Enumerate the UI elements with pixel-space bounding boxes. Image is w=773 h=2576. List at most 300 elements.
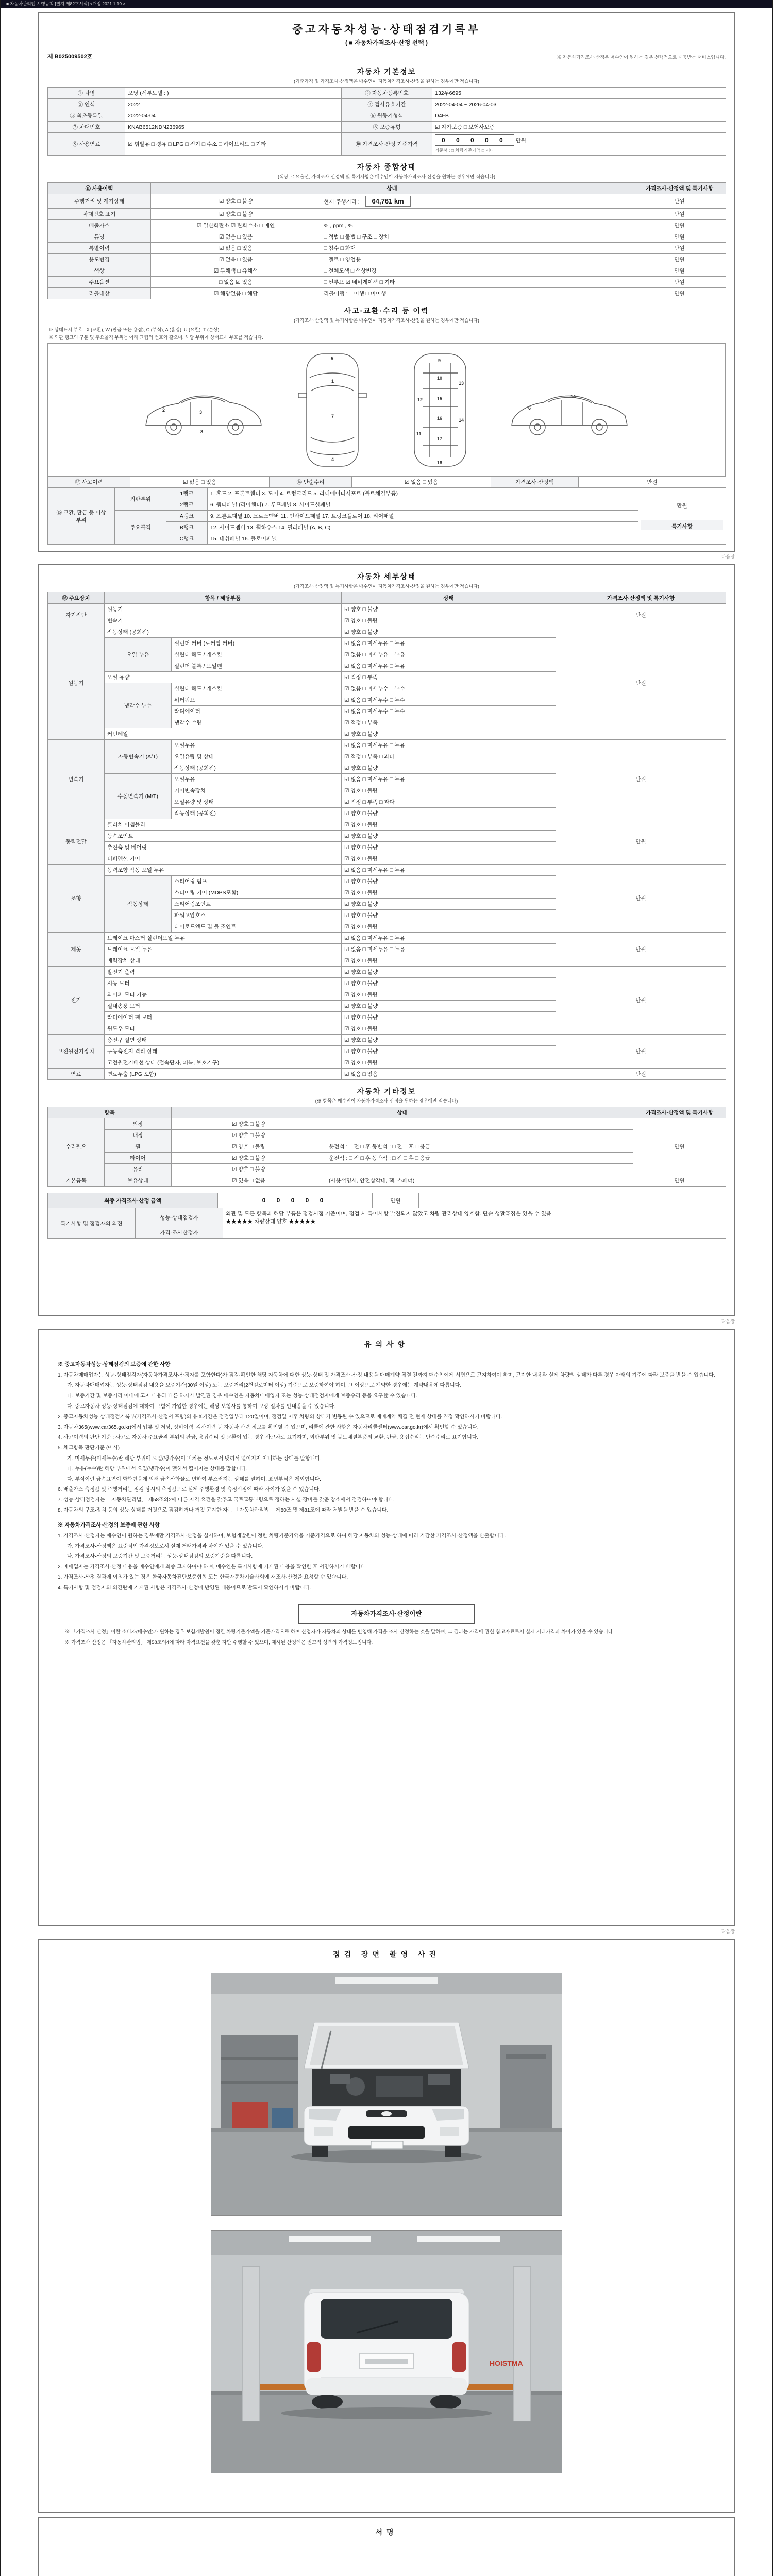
field-label: ⑤ 최초등록일	[48, 110, 125, 122]
price-cell: 만원	[633, 277, 726, 288]
item-cell: 추진축 및 베어링	[105, 842, 342, 853]
table-row	[48, 194, 726, 209]
device-cell: 변속기	[48, 740, 105, 819]
table-row	[48, 1153, 726, 1164]
state-cell: ☑ 양호 □ 불량	[342, 785, 556, 796]
state-cell: ☑ 양호 □ 불량	[342, 626, 556, 638]
state-cell: ☑ 양호 □ 불량	[342, 819, 556, 831]
state-cell: ☑ 없음 □ 미세누유 □ 누유	[342, 649, 556, 660]
car-left-side-diagram	[139, 380, 267, 442]
state-code-legend: ※ 상태표시 부호 : X (교환), W (판금 또는 용접), C (부식), A (흠집), U (요철), T (손상)	[48, 327, 220, 332]
item-cell: 라디에이터 팬 모터	[105, 1012, 342, 1023]
table-row	[48, 511, 726, 522]
table-row	[48, 819, 726, 831]
overall-state-title: 자동차 종합상태	[357, 163, 416, 171]
field-value: 132두6695	[432, 88, 726, 99]
state-cell: ☑ 없음 □ 미세누유 □ 누유	[342, 865, 556, 876]
appraiser-opinion-cell	[223, 1227, 726, 1239]
price-cell: 만원	[633, 265, 726, 277]
item-label: 주요옵션	[48, 277, 151, 288]
state-cell: ☑ 적정 □ 부족	[342, 717, 556, 728]
table-row	[48, 1175, 726, 1187]
final-price-blank	[419, 1193, 726, 1208]
accident-history-title: 사고·교환·수리 등 이력	[344, 307, 429, 315]
device-cell: 전기	[48, 967, 105, 1035]
rank-label: C랭크	[166, 533, 208, 545]
item-cell: 실린더 헤드 / 개스킷	[172, 649, 342, 660]
state-cell: ☑ 무채색 □ 유채색	[151, 265, 321, 277]
notice-paragraph: 나. 보증기간 및 보증거리 이내에 고지 내용과 다른 하자가 발견된 경우 매수인은 자동차매매업자 또는 성능·상태점검자에게 보증수리 등을 요구할 수 있습니다.	[67, 1393, 417, 1399]
inspector-opinion-text: 외관 및 모든 항목과 해당 부품은 점검시점 기준이며, 점검 시 특이사항 발견되지 않았고 차량 관리상태 양호함. 단순 생활흠집은 있을 수 있음.	[226, 1211, 553, 1217]
etc-info-note: (※ 항목은 매수인이 자동차가격조사·산정을 원하는 경우에만 적습니다)	[315, 1098, 458, 1104]
definition-text: ※ 「가격조사·산정」이란 소비자(매수인)가 원하는 경우 보험개발원이 정한 차량기준가액을 기준가격으로 하여 산정자가 자동차의 상태를 반영해 가격을 조사·산정하는 것을 말하며, 그 결과는 가격에 관한 참고자료로서 실제 거래가격과 차이가 있을 수 있습니다.	[65, 1629, 614, 1635]
svg-text:15: 15	[437, 396, 443, 401]
state-cell: ☑ 양호 □ 불량	[342, 978, 556, 989]
document-number: 제 B025009502호	[47, 54, 93, 60]
field-label: ② 자동차등록번호	[342, 88, 432, 99]
field-value: ☑ 휘발유 □ 경유 □ LPG □ 전기 □ 수소 □ 하이브리드 □ 기타	[125, 133, 342, 156]
table-row	[48, 1164, 726, 1175]
final-price-unit: 만원	[373, 1193, 419, 1208]
item-cell: 구동축전지 격리 상태	[105, 1046, 342, 1057]
detail-cell: 운전석 : □ 전 □ 후 동반석 : □ 전 □ 후 □ 응급	[326, 1153, 633, 1164]
table-row	[48, 243, 726, 254]
price-cell: 만원	[633, 209, 726, 220]
item-cell: 브레이크 마스터 실린더오일 누유	[105, 933, 342, 944]
rank-legend: ※ 외판 랭크의 구분 및 주요골격 부위는 아래 그림의 번호와 같으며, 해당 부위에 상태표시 부호를 적습니다.	[48, 335, 263, 340]
basic-info-table	[47, 87, 726, 156]
state-cell: ☑ 적정 □ 부족 □ 과다	[342, 796, 556, 808]
detail-cell	[321, 209, 633, 220]
table-row	[48, 1130, 726, 1141]
item-cell: 클러치 어셈블리	[105, 819, 342, 831]
item-cell: 작동상태 (공회전)	[172, 808, 342, 819]
state-cell: ☑ 양호 □ 불량	[172, 1130, 326, 1141]
next-page-mark: 다음장	[721, 1929, 735, 1934]
detail-cell: □ 썬루프 ☑ 네비게이션 □ 기타	[321, 277, 633, 288]
state-cell: ☑ 없음 □ 미세누유 □ 누유	[342, 638, 556, 649]
table-row	[48, 1227, 726, 1239]
state-cell: ☑ 있음 □ 없음	[172, 1175, 326, 1187]
table-row	[48, 277, 726, 288]
inspector-label: 성능·상태점검자	[136, 1208, 223, 1227]
field-value: 모닝 (세부모델 : )	[125, 88, 342, 99]
page-3	[38, 1329, 735, 1926]
notice-paragraph: 나. 가격조사·산정의 보증기간 및 보증거리는 성능·상태점검의 보증기준을 따릅니다.	[67, 1554, 253, 1560]
accident-history-section	[47, 306, 726, 545]
price-cell: 만원	[633, 220, 726, 231]
state-cell: ☑ 없음 □ 미세누유 □ 누유	[342, 660, 556, 672]
column-header: 항목	[48, 1107, 172, 1118]
item-cell: 스티어링조인트	[172, 899, 342, 910]
item-label: 리콜대상	[48, 288, 151, 299]
item-cell: 오일유량 및 상태	[172, 751, 342, 762]
item-cell: 작동상태 (공회전)	[172, 762, 342, 774]
table-row	[48, 288, 726, 299]
signature-title: 서명	[47, 2524, 726, 2540]
state-cell: ☑ 없음 □ 미세누유 □ 누유	[342, 740, 556, 751]
item-cell: 연료누출 (LPG 포함)	[105, 1069, 342, 1080]
detail-cell: □ 렌트 □ 영업용	[321, 254, 633, 265]
car-top-view-diagram	[290, 350, 375, 471]
item-cell: 스티어링 펌프	[172, 876, 342, 887]
column-header: 상태	[151, 183, 633, 194]
table-row	[48, 626, 726, 638]
table-row	[48, 865, 726, 876]
item-cell: 등속조인트	[105, 831, 342, 842]
field-label: ⑩ 가격조사·산정 기준가격	[342, 133, 432, 156]
svg-text:14: 14	[570, 394, 576, 399]
definition-box-title: 자동차가격조사·산정이란	[298, 1604, 475, 1624]
svg-text:7: 7	[331, 414, 334, 419]
price-cell: 만원	[556, 819, 726, 865]
svg-text:16: 16	[437, 416, 443, 421]
table-row	[48, 209, 726, 220]
rank-parts: 9. 프론트패널 10. 크로스멤버 11. 인사이드패널 17. 트렁크플로어 18. 리어패널	[208, 511, 638, 522]
table-row	[48, 88, 726, 99]
definition-note: ※ 가격조사·산정은 「자동차관리법」 제58조의4에 따라 자격요건을 갖춘 자만 수행할 수 있으며, 제시된 산정액은 권고적 성격의 가격정보입니다.	[65, 1639, 373, 1646]
etc-info-section	[47, 1086, 726, 1187]
field-value: 2022-04-04	[125, 110, 342, 122]
item-cell: 파워고압호스	[172, 910, 342, 921]
svg-text:5: 5	[331, 356, 334, 361]
field-label: 가격조사·산정액	[491, 477, 579, 488]
price-cell: 만원	[633, 1118, 726, 1175]
page-5	[38, 2517, 735, 2576]
item-label: 주행거리 및 계기상태	[48, 194, 151, 209]
state-cell: ☑ 양호 □ 불량	[342, 1001, 556, 1012]
price-cell: 만원	[556, 967, 726, 1035]
svg-text:3: 3	[199, 409, 203, 415]
device-cell: 고전원전기장치	[48, 1035, 105, 1069]
lift-brand-text: HOISTMA	[490, 2359, 523, 2367]
svg-text:2: 2	[162, 407, 165, 413]
table-header-row	[48, 592, 726, 604]
scan-edge-left	[0, 0, 1, 2576]
item-cell: 실린더 블록 / 오일팬	[172, 660, 342, 672]
svg-text:13: 13	[459, 381, 464, 386]
svg-text:14: 14	[459, 418, 464, 423]
column-header: 상태	[172, 1107, 633, 1118]
item-cell: 배력장치 상태	[105, 955, 342, 967]
photos-title: 점검 장면 촬영 사진	[333, 1950, 440, 1958]
detail-cell: (사용설명서, 안전삼각대, 잭, 스패너)	[326, 1175, 633, 1187]
table-row	[48, 99, 726, 110]
state-cell: ☑ 양호 □ 불량	[342, 887, 556, 899]
detail-cell: □ 침수 □ 화재	[321, 243, 633, 254]
table-row	[48, 477, 726, 488]
state-cell: ☑ 양호 □ 불량	[342, 967, 556, 978]
detail-cell	[326, 1118, 633, 1130]
detail-cell: 운전석 : □ 전 □ 후 동반석 : □ 전 □ 후 □ 응급	[326, 1141, 633, 1153]
field-label: ⑭ 단순수리	[270, 477, 352, 488]
notice-heading: ※ 자동차가격조사·산정의 보증에 관한 사항	[58, 1521, 160, 1528]
column-header: ⑯ 주요장치	[48, 592, 105, 604]
rank-parts: 6. 쿼터패널 (리어휀더) 7. 루프패널 8. 사이드실패널	[208, 499, 638, 511]
next-page-mark: 다음장	[721, 1319, 735, 1324]
notice-paragraph: 2. 매매업자는 가격조사·산정 내용을 매수인에게 최종 고지하여야 하며, 매수인은 특기사항에 기재된 내용을 확인한 후 서명하시기 바랍니다.	[58, 1564, 367, 1570]
state-cell: ☑ 없음 □ 미세누수 □ 누수	[342, 694, 556, 706]
header-note: ※ 자동차가격조사·산정은 매수인이 원하는 경우 선택적으로 제공받는 서비스입니다.	[557, 55, 726, 60]
svg-text:18: 18	[437, 460, 443, 465]
state-cell: ☑ 양호 □ 불량	[342, 899, 556, 910]
item-cell: 발전기 출력	[105, 967, 342, 978]
table-row	[48, 1193, 726, 1208]
svg-text:8: 8	[200, 429, 204, 434]
item-label: 배출가스	[48, 220, 151, 231]
next-page-mark: 다음장	[721, 554, 735, 560]
final-price-digits-cell	[218, 1193, 373, 1208]
notice-paragraph: 2. 중고자동차성능·상태점검기록부(가격조사·산정서 포함)의 유효기간은 점검일부터 120일이며, 점검일 이후 차량의 상태가 변동될 수 있으므로 매매계약 체결 전 현재 상태를 직접 확인하시기 바랍니다.	[58, 1414, 502, 1420]
notice-heading: ※ 중고자동차성능·상태점검의 보증에 관한 사항	[58, 1361, 171, 1367]
notice-paragraph: 8. 자동차의 구조·장치 등의 성능·상태를 거짓으로 점검하거나 거짓 고지한 자는 「자동차관리법」 제80조 및 제81조에 따라 처벌을 받을 수 있습니다.	[58, 1507, 389, 1514]
device-cell: 연료	[48, 1069, 105, 1080]
field-value: ☑ 없음 □ 있음	[352, 477, 491, 488]
etc-info-table	[47, 1107, 726, 1187]
svg-text:9: 9	[438, 358, 441, 363]
price-cell: 만원	[556, 1069, 726, 1080]
state-cell: ☑ 양호 □ 불량	[342, 910, 556, 921]
column-header: 가격조사·산정액 및 특기사항	[556, 592, 726, 604]
state-cell: ☑ 없음 □ 있음	[151, 254, 321, 265]
table-row	[48, 604, 726, 615]
state-cell: ☑ 없음 □ 있음	[151, 231, 321, 243]
item-cell: 와이퍼 모터 기능	[105, 989, 342, 1001]
overall-state-table	[47, 182, 726, 299]
page-2	[38, 564, 735, 1316]
car-right-side-diagram	[506, 380, 634, 442]
table-row	[48, 1118, 726, 1130]
notice-paragraph: 3. 자동차365(www.car365.go.kr)에서 압류 및 저당, 정비이력, 검사이력 등 자동차 관련 정보를 확인할 수 있으며, 리콜에 관한 사항은 자동차리콜센터(www.car.go.kr)에서 확인할 수 있습니다.	[58, 1424, 479, 1430]
notice-paragraph: 가. 가격조사·산정액은 표준적인 가격정보로서 실제 거래가격과 차이가 있을 수 있습니다.	[67, 1543, 264, 1549]
item-cell: 기어변속장치	[172, 785, 342, 796]
item-cell: 스티어링 기어 (MDPS포함)	[172, 887, 342, 899]
rank-label: B랭크	[166, 522, 208, 533]
item-cell: 실내송풍 모터	[105, 1001, 342, 1012]
photos-body	[47, 1963, 726, 2478]
detail-state-title: 자동차 세부상태	[357, 572, 416, 581]
price-unit: 만원	[677, 503, 687, 509]
state-cell: ☑ 양호 □ 불량	[342, 1046, 556, 1057]
field-value: KNAB6512NDN236965	[125, 122, 342, 133]
car-diagram-panel	[47, 343, 726, 476]
device-cell: 원동기	[48, 626, 105, 740]
state-cell: ☑ 없음 □ 미세누유 □ 누유	[342, 774, 556, 785]
item-cell: 오일누유	[172, 740, 342, 751]
svg-text:6: 6	[528, 405, 531, 411]
state-cell: ☑ 없음 □ 미세누수 □ 누수	[342, 683, 556, 694]
price-cell: 만원	[556, 604, 726, 626]
item-cell: 작동상태 (공회전)	[105, 626, 342, 638]
notice-paragraph: 나. 누유(누수)란 해당 부위에서 오일(냉각수)이 맺혀서 떨어지는 상태를 말합니다.	[67, 1466, 248, 1472]
notice-paragraph: 4. 사고이력의 판단 기준 : 사고로 자동차 주요골격 부위의 판금, 용접수리 및 교환이 있는 경우 사고차로 표기하며, 외판부위 및 볼트체결부품의 교환, 판금, 용접수리는 단순수리로 표기합니다.	[58, 1435, 479, 1441]
photo-1	[211, 1973, 562, 2216]
state-cell: ☑ 양호 □ 불량	[172, 1141, 326, 1153]
final-price-section	[47, 1193, 726, 1239]
mileage-value: 64,761 km	[365, 196, 411, 207]
detail-state-section	[47, 571, 726, 1080]
detail-cell: □ 적법 □ 불법 □ 구조 □ 장치	[321, 231, 633, 243]
table-row	[48, 967, 726, 978]
inspector-opinion-table	[47, 1208, 726, 1239]
notice-paragraph: 7. 성능·상태점검자는 「자동차관리법」 제58조의2에 따른 자격 요건을 갖추고 국토교통부령으로 정하는 시설·장비를 갖춘 장소에서 점검하여야 합니다.	[58, 1497, 395, 1503]
item-label: 특별이력	[48, 243, 151, 254]
price-cell: 만원	[556, 626, 726, 740]
item-cell: 충전구 절연 상태	[105, 1035, 342, 1046]
final-price-label: 최종 가격조사·산정 금액	[48, 1193, 218, 1208]
item-label: 차대번호 표기	[48, 209, 151, 220]
notice-paragraph: 다. 중고자동차 성능·상태점검에 대하여 보험에 가입한 경우에는 해당 보험사를 통하여 보상 절차를 안내받을 수 있습니다.	[67, 1403, 336, 1410]
table-row	[48, 231, 726, 243]
signature-body	[47, 2540, 726, 2576]
item-cell: 오일누유	[172, 774, 342, 785]
state-cell: ☑ 양호 □ 불량	[151, 194, 321, 209]
sub-group-cell: 작동상태	[105, 876, 172, 933]
notice-paragraph: 4. 특기사항 및 점검자의 의견란에 기재된 사항은 가격조사·산정에 반영된 내용이므로 반드시 확인하시기 바랍니다.	[58, 1585, 312, 1591]
column-header: 가격조사·산정액 및 특기사항	[633, 1107, 726, 1118]
exchange-repair-table	[47, 487, 726, 545]
notice-paragraph: 3. 가격조사·산정 결과에 이의가 있는 경우 한국자동차진단보증협회 또는 한국자동차기술사회에 재조사·산정을 요청할 수 있습니다.	[58, 1574, 348, 1581]
state-cell: ☑ 양호 □ 불량	[342, 989, 556, 1001]
device-cell: 제동	[48, 933, 105, 967]
column-header: 상태	[342, 592, 556, 604]
detail-cell: % , ppm , %	[321, 220, 633, 231]
state-cell: ☑ 양호 □ 불량	[342, 1035, 556, 1046]
notice-paragraph: 1. 자동차매매업자는 성능·상태점검자(자동차가격조사·산정자를 포함한다)가 점검·확인한 해당 자동차에 대한 성능·상태 및 가격조사·산정 내용을 매매계약 체결 전까지 매수인에게 서면으로 고지하여야 하며, 고지한 내용과 실제 차량의 상태가 다른 경우 아래의 기준에 따라 보증을 받을 수 있습니다.	[58, 1372, 715, 1379]
price-cell: 만원	[633, 288, 726, 299]
column-header: 항목 / 해당부품	[105, 592, 342, 604]
field-value: 2022-04-04 ~ 2026-04-03	[432, 99, 726, 110]
item-cell: 시동 모터	[105, 978, 342, 989]
base-price-basis: 기준서 : □ 차량기준가액 □ 기타	[435, 148, 494, 153]
state-cell: ☑ 일산화탄소 ☑ 탄화수소 □ 매연	[151, 220, 321, 231]
rank-parts: 15. 대쉬패널 16. 플로어패널	[208, 533, 638, 545]
state-cell: ☑ 없음 □ 미세누유 □ 누유	[342, 933, 556, 944]
price-cell: 만원	[633, 254, 726, 265]
svg-text:17: 17	[437, 436, 443, 442]
item-label: 보유상태	[105, 1175, 172, 1187]
state-cell: ☑ 없음 □ 미세누수 □ 누수	[342, 706, 556, 717]
item-label: 내장	[105, 1130, 172, 1141]
state-cell: ☑ 적정 □ 부족 □ 과다	[342, 751, 556, 762]
state-cell: ☑ 양호 □ 불량	[342, 604, 556, 615]
car-underbody-diagram	[398, 350, 483, 471]
field-label: ④ 검사유효기간	[342, 99, 432, 110]
item-cell: 냉각수 수량	[172, 717, 342, 728]
item-label: 휠	[105, 1141, 172, 1153]
group-label: 수리필요	[48, 1118, 105, 1175]
notice-paragraph: 가. 자동차매매업자는 성능·상태점검 내용을 보증기간(30일 이상) 또는 보증거리(2천킬로미터 이상) 기준으로 보증하여야 하며, 그 이상으로 계약한 경우에는 계약내용에 따릅니다.	[67, 1383, 462, 1389]
item-cell: 타이로드엔드 및 볼 조인트	[172, 921, 342, 933]
inspector-opinion-stars: ★★★★★ 차량상태 양호 ★★★★★	[226, 1218, 316, 1225]
item-label: 타이어	[105, 1153, 172, 1164]
field-label: ⑨ 사용연료	[48, 133, 125, 156]
state-cell: ☑ 양호 □ 불량	[342, 615, 556, 626]
detail-cell: □ 전체도색 □ 색상변경	[321, 265, 633, 277]
notice-paragraph: 1. 가격조사·산정자는 매수인이 원하는 경우에만 가격조사·산정을 실시하며, 보험개발원이 정한 차량기준가액을 기준가격으로 하여 해당 자동차의 성능·상태에 따라 가감한 가격조사·산정액을 산출합니다.	[58, 1533, 506, 1539]
page-subtitle: ( ■ 자동차가격조사·산정 선택 )	[345, 39, 428, 46]
opinion-section-label: 특기사항 및 점검자의 의견	[48, 1208, 136, 1239]
inspector-opinion-cell	[223, 1208, 726, 1227]
table-row	[48, 488, 726, 499]
section-label: ⑮ 교환, 판금 등 이상 부위	[48, 488, 115, 545]
state-cell: ☑ 양호 □ 불량	[342, 831, 556, 842]
sub-group-cell: 오일 누유	[105, 638, 172, 672]
base-price-cell	[432, 133, 726, 156]
sub-group-cell: 냉각수 누수	[105, 683, 172, 728]
group-label: 외판부위	[115, 488, 166, 511]
page-title: 중고자동차성능·상태점검기록부	[292, 24, 481, 36]
table-row	[48, 220, 726, 231]
field-label: ⑧ 보증유형	[342, 122, 432, 133]
notices-body	[47, 1353, 726, 1656]
notice-paragraph: 다. 부식이란 금속표면이 화학반응에 의해 금속산화물로 변하여 부스러지는 상태를 말하며, 표면부식은 제외합니다.	[67, 1476, 321, 1482]
price-cell: 만원	[633, 231, 726, 243]
notices-title: 유의사항	[364, 1340, 409, 1348]
field-label: ⑦ 차대번호	[48, 122, 125, 133]
device-cell: 자기진단	[48, 604, 105, 626]
item-cell: 오일유량 및 상태	[172, 796, 342, 808]
svg-text:12: 12	[417, 397, 423, 402]
state-cell: ☑ 양호 □ 불량	[342, 1057, 556, 1069]
rank-parts: 12. 사이드멤버 13. 휠하우스 14. 필러패널 (A, B, C)	[208, 522, 638, 533]
final-price-digits: 0 0 0 0 0	[256, 1195, 335, 1206]
state-cell: ☑ 적정 □ 부족	[342, 672, 556, 683]
rank-label: 1랭크	[166, 488, 208, 499]
item-cell: 워터펌프	[172, 694, 342, 706]
item-cell: 동력조향 작동 오일 누유	[105, 865, 342, 876]
detail-state-table	[47, 592, 726, 1080]
field-label: ⑬ 사고이력	[48, 477, 130, 488]
page-1	[38, 12, 735, 552]
price-cell: 만원	[556, 740, 726, 819]
detail-cell	[326, 1164, 633, 1175]
state-cell: ☑ 없음 □ 미세누유 □ 누유	[342, 944, 556, 955]
item-cell: 실린더 헤드 / 개스킷	[172, 683, 342, 694]
group-label: 기본품목	[48, 1175, 105, 1187]
table-row	[48, 265, 726, 277]
item-cell: 고전원전기배선 상태 (접속단자, 피복, 보호기구)	[105, 1057, 342, 1069]
state-cell: ☑ 양호 □ 불량	[342, 1023, 556, 1035]
state-cell: ☑ 양호 □ 불량	[342, 728, 556, 740]
table-header-row	[48, 183, 726, 194]
item-cell: 라디에이터	[172, 706, 342, 717]
svg-text:4: 4	[331, 457, 334, 462]
item-cell: 디퍼렌셜 기어	[105, 853, 342, 865]
table-row	[48, 254, 726, 265]
state-cell: ☑ 양호 □ 불량	[342, 808, 556, 819]
item-cell: 오일 유량	[105, 672, 342, 683]
item-label: 용도변경	[48, 254, 151, 265]
svg-text:11: 11	[416, 431, 422, 436]
base-price-unit: 만원	[515, 138, 526, 144]
price-cell: 만원	[633, 194, 726, 209]
column-header: ⑪ 사용이력	[48, 183, 151, 194]
inspection-photo-engine-bay	[211, 1973, 562, 2215]
state-cell: □ 없음 ☑ 있음	[151, 277, 321, 288]
table-row	[48, 740, 726, 751]
inspection-photo-rear-lift	[211, 2231, 562, 2473]
field-value: ☑ 없음 □ 있음	[130, 477, 270, 488]
photo-2	[211, 2230, 562, 2473]
field-value: ☑ 자가보증 □ 보험사보증	[432, 122, 726, 133]
price-cell: 만원	[556, 933, 726, 967]
device-cell: 동력전달	[48, 819, 105, 865]
table-header-row	[48, 1107, 726, 1118]
detail-cell	[326, 1130, 633, 1141]
rank-label: 2랭크	[166, 499, 208, 511]
basic-info-title: 자동차 기본정보	[357, 67, 416, 76]
